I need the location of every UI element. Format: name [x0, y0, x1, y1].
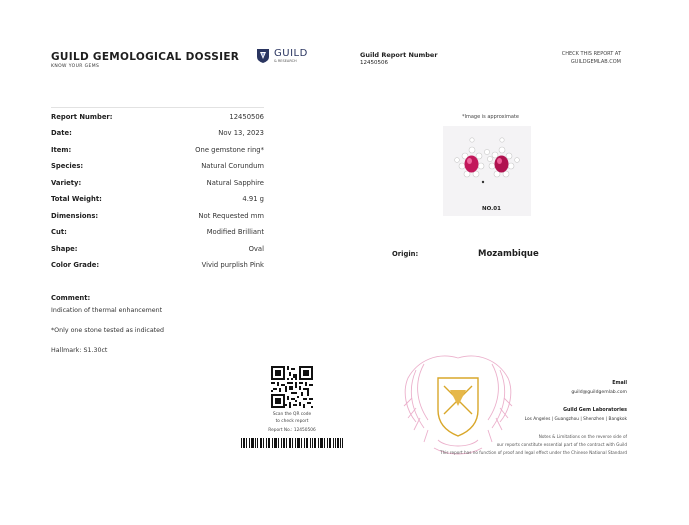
footer-cities: Los Angeles | Guangzhou | Shenzhen | Bangkok — [524, 417, 627, 422]
detail-row-species — [51, 162, 264, 174]
earrings-illustration — [443, 126, 531, 206]
detail-row-report-number — [51, 113, 264, 125]
detail-value: Natural Corundum — [201, 162, 264, 170]
hallmark: Hallmark: S1.30ct — [51, 347, 108, 354]
detail-key: Total Weight: — [51, 195, 102, 203]
qr-report-number: Report No.: 12450506 — [268, 428, 316, 433]
detail-row-variety — [51, 179, 264, 191]
footer-lab-name: Guild Gem Laboratories — [563, 408, 627, 413]
footer-email[interactable]: guild@guildgemlab.com — [571, 390, 627, 395]
detail-value: Oval — [248, 245, 264, 253]
detail-value: Natural Sapphire — [206, 179, 264, 187]
detail-key: Variety: — [51, 179, 82, 187]
image-approx-label: *Image is approximate — [462, 114, 519, 120]
detail-key: Species: — [51, 162, 84, 170]
qr-code[interactable] — [271, 366, 313, 408]
tested-note: *Only one stone tested as indicated — [51, 327, 165, 334]
detail-key: Cut: — [51, 228, 67, 236]
detail-row-shape — [51, 245, 264, 257]
detail-key: Shape: — [51, 245, 78, 253]
detail-value: Not Requested mm — [198, 212, 264, 220]
details-divider — [51, 107, 264, 108]
check-report-label: CHECK THIS REPORT AT — [561, 51, 621, 57]
photo-label: NO.01 — [482, 206, 501, 212]
detail-value: Modified Brilliant — [206, 228, 264, 236]
report-number-value: 12450506 — [360, 60, 388, 66]
detail-value: 4.91 g — [242, 195, 264, 203]
detail-value: 12450506 — [229, 113, 264, 121]
detail-key: Date: — [51, 129, 72, 137]
detail-row-color-grade — [51, 261, 264, 273]
logo-subtext: & RESEARCH — [274, 58, 297, 63]
check-report-url[interactable]: GUILDGEMLAB.COM — [570, 59, 621, 65]
detail-key: Item: — [51, 146, 72, 154]
qr-scan-line2: to check report — [275, 419, 309, 424]
report-number-label: Guild Report Number — [360, 51, 438, 59]
footer-note-1: Notes & Limitations on the reverse side of — [538, 434, 627, 439]
qr-scan-line1: Scan the QR code — [272, 412, 312, 417]
barcode — [241, 438, 343, 448]
origin-value: Mozambique — [478, 249, 539, 259]
detail-key: Color Grade: — [51, 261, 100, 269]
detail-row-dimensions — [51, 212, 264, 224]
detail-row-date — [51, 129, 264, 141]
footer-note-3: This report has no function of proof and legal effect under the Chinese National Standard — [440, 450, 627, 455]
origin-label: Origin: — [392, 250, 419, 258]
logo-name: GUILD — [274, 47, 308, 59]
guild-logo — [256, 48, 308, 64]
comment-text: Indication of thermal enhancement — [51, 307, 163, 314]
gemstone-photo — [443, 126, 531, 216]
detail-row-item — [51, 146, 264, 158]
guild-shield-icon — [256, 48, 270, 64]
document-subtitle: KNOW YOUR GEMS — [51, 64, 100, 69]
detail-key: Report Number: — [51, 113, 113, 121]
footer-email-heading: Email — [612, 381, 627, 386]
detail-value: Nov 13, 2023 — [218, 129, 264, 137]
detail-row-total-weight — [51, 195, 264, 207]
detail-value: Vivid purplish Pink — [201, 261, 264, 269]
detail-key: Dimensions: — [51, 212, 99, 220]
document-title: GUILD GEMOLOGICAL DOSSIER — [51, 51, 240, 63]
comment-heading: Comment: — [51, 294, 91, 302]
detail-value: One gemstone ring* — [195, 146, 264, 154]
detail-row-cut — [51, 228, 264, 240]
footer-note-2: our reports constitute essential part of the contract with Guild — [496, 442, 627, 447]
